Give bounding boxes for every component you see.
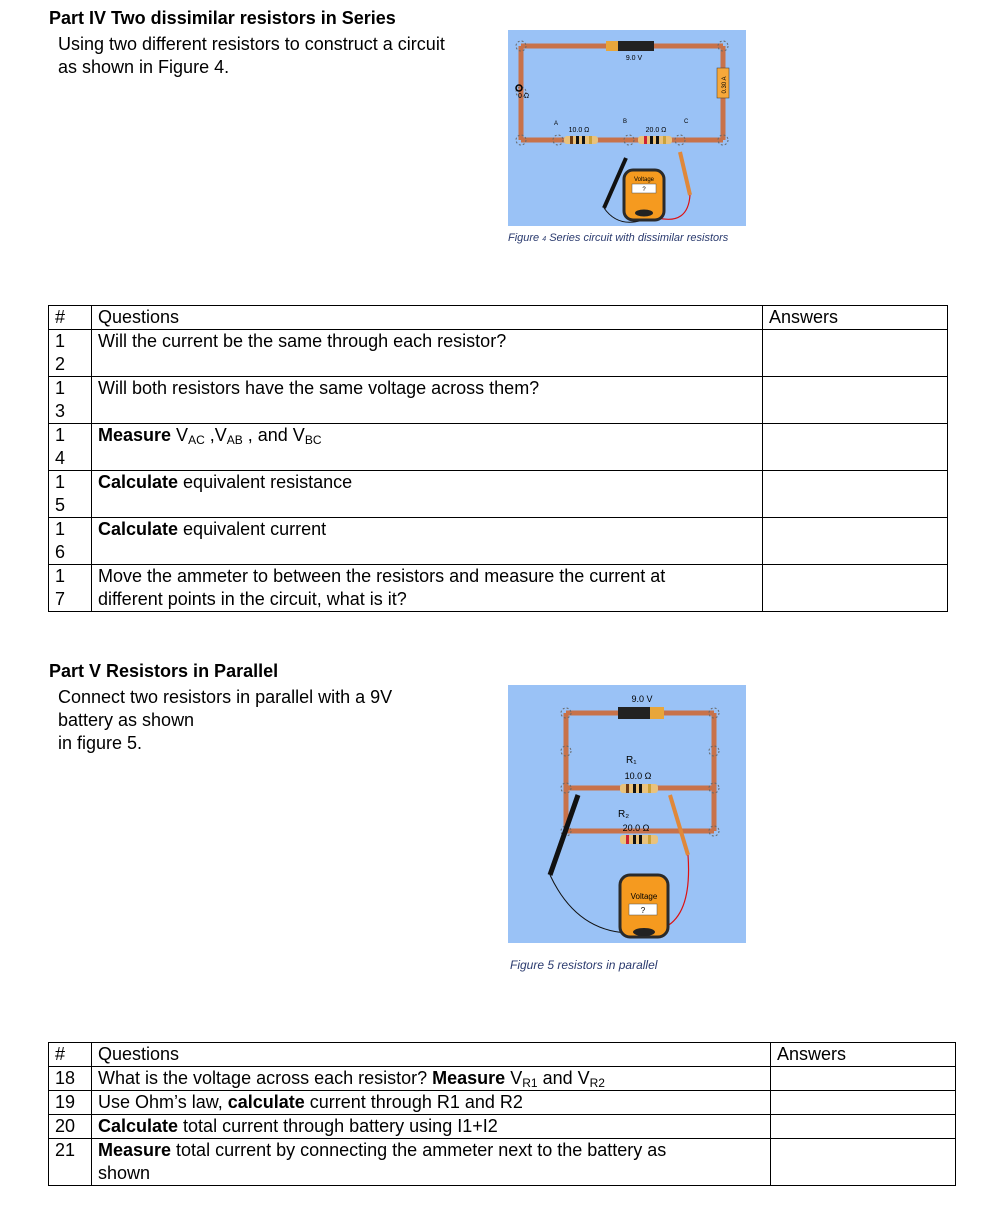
meter-value: ? (642, 187, 646, 193)
row-number: 1 6 (49, 518, 92, 565)
figure-4-caption (508, 232, 728, 244)
header-answers: Answers (763, 306, 948, 330)
parallel-circuit-drawing (508, 685, 746, 943)
row-number: 21 (49, 1139, 92, 1186)
table-row (49, 471, 948, 518)
row-number: 19 (49, 1091, 92, 1115)
part5-intro-line1: Connect two resistors in parallel with a 9V (58, 687, 393, 707)
answer-cell[interactable] (763, 424, 948, 471)
r2-label: 20.0 Ω (622, 823, 650, 833)
question-text: Move the ammeter to between the resistors and measure the current at different points in the circuit, what is it? (92, 565, 763, 612)
table-row (49, 1067, 956, 1091)
battery-icon (606, 41, 654, 51)
caption-prefix: Figure (510, 958, 545, 972)
part5-intro-line2: battery as shown (58, 710, 195, 730)
caption-text: Series circuit with dissimilar resistors (549, 232, 729, 244)
question-text: Use Ohm’s law, calculate current through R1 and R2 (92, 1091, 771, 1115)
node-a-label: A (554, 121, 559, 127)
caption-prefix: Figure (508, 232, 540, 244)
r1-label: 10.0 Ω (568, 127, 590, 134)
header-num: # (49, 1043, 92, 1067)
resistor-1-icon (620, 784, 658, 793)
answer-cell[interactable] (763, 377, 948, 424)
part5-questions-table (48, 1042, 956, 1186)
answer-cell[interactable] (771, 1067, 956, 1091)
question-text: Calculate total current through battery using I1+I2 (92, 1115, 771, 1139)
question-text: Measure total current by connecting the ammeter next to the battery as shown (92, 1139, 771, 1186)
node-b-label: B (623, 119, 628, 125)
part4-intro (58, 33, 445, 79)
table-row (49, 377, 948, 424)
part5-heading: Part V Resistors in Parallel (49, 661, 279, 681)
answer-cell[interactable] (763, 518, 948, 565)
question-text: Measure $V_{AC}$ $,V_{AB}$ , and $V_{BC}$ (92, 424, 763, 471)
series-circuit-drawing (508, 30, 746, 226)
switch-label: 0 Ω (518, 93, 530, 100)
figure-4-circuit-image (508, 30, 746, 226)
question-text: Calculate equivalent current (92, 518, 763, 565)
part5-intro (58, 686, 392, 755)
probe-red-icon (670, 795, 688, 855)
table-row (49, 518, 948, 565)
row-number: 1 5 (49, 471, 92, 518)
answer-cell[interactable] (763, 471, 948, 518)
figure-5-caption (510, 958, 657, 972)
question-text: Calculate equivalent resistance (92, 471, 763, 518)
table-row (49, 330, 948, 377)
row-number: 1 7 (49, 565, 92, 612)
meter-title: Voltage (633, 177, 655, 183)
table-row (49, 1091, 956, 1115)
part4-heading: Part IV Two dissimilar resistors in Series (49, 8, 396, 28)
row-number: 1 2 (49, 330, 92, 377)
question-text: Will both resistors have the same voltage across them? (92, 377, 763, 424)
table-row (49, 1139, 956, 1186)
battery-label: 9.0 V (625, 55, 643, 62)
battery-label: 9.0 V (631, 694, 653, 704)
table-row (49, 1115, 956, 1139)
meter-title: Voltage (630, 892, 658, 901)
answer-cell[interactable] (771, 1091, 956, 1115)
header-questions: Questions (92, 306, 763, 330)
circuit-wires (521, 46, 723, 140)
part5-intro-line3: in figure 5. (58, 733, 143, 753)
row-number: 20 (49, 1115, 92, 1139)
caption-text: resistors in parallel (557, 958, 658, 972)
resistor-1-icon (564, 136, 598, 144)
header-answers: Answers (771, 1043, 956, 1067)
table-header-row (49, 306, 948, 330)
node-c-label: C (684, 119, 689, 125)
resistor-2-icon (620, 835, 658, 844)
r1-label: 10.0 Ω (624, 771, 652, 781)
caption-number: 4 (542, 236, 547, 243)
caption-number: 5 (547, 958, 555, 972)
row-number: 18 (49, 1067, 92, 1091)
header-num: # (49, 306, 92, 330)
figure-5-circuit-image (508, 685, 746, 943)
table-row (49, 565, 948, 612)
table-row (49, 424, 948, 471)
answer-cell[interactable] (771, 1115, 956, 1139)
answer-cell[interactable] (763, 330, 948, 377)
part4-questions-table (48, 305, 948, 612)
r2-label: 20.0 Ω (645, 127, 667, 134)
header-questions: Questions (92, 1043, 771, 1067)
answer-cell[interactable] (771, 1139, 956, 1186)
row-number: 1 3 (49, 377, 92, 424)
question-text: What is the voltage across each resistor? Measure $V_{R1}$ and $V_{R2}$ (92, 1067, 771, 1091)
row-number: 1 4 (49, 424, 92, 471)
battery-icon (618, 707, 664, 719)
ammeter-label: 0.30 A (722, 76, 728, 94)
part4-intro-line2: as shown in Figure 4. (58, 57, 230, 77)
table-header-row (49, 1043, 956, 1067)
meter-value: ? (640, 906, 646, 915)
r1-name: R₁ (626, 755, 637, 766)
probe-red-icon (680, 152, 690, 195)
r2-name: R₂ (618, 809, 630, 820)
question-text: Will the current be the same through each resistor? (92, 330, 763, 377)
resistor-2-icon (638, 136, 672, 144)
answer-cell[interactable] (763, 565, 948, 612)
part4-intro-line1: Using two different resistors to construct a circuit (58, 34, 445, 54)
